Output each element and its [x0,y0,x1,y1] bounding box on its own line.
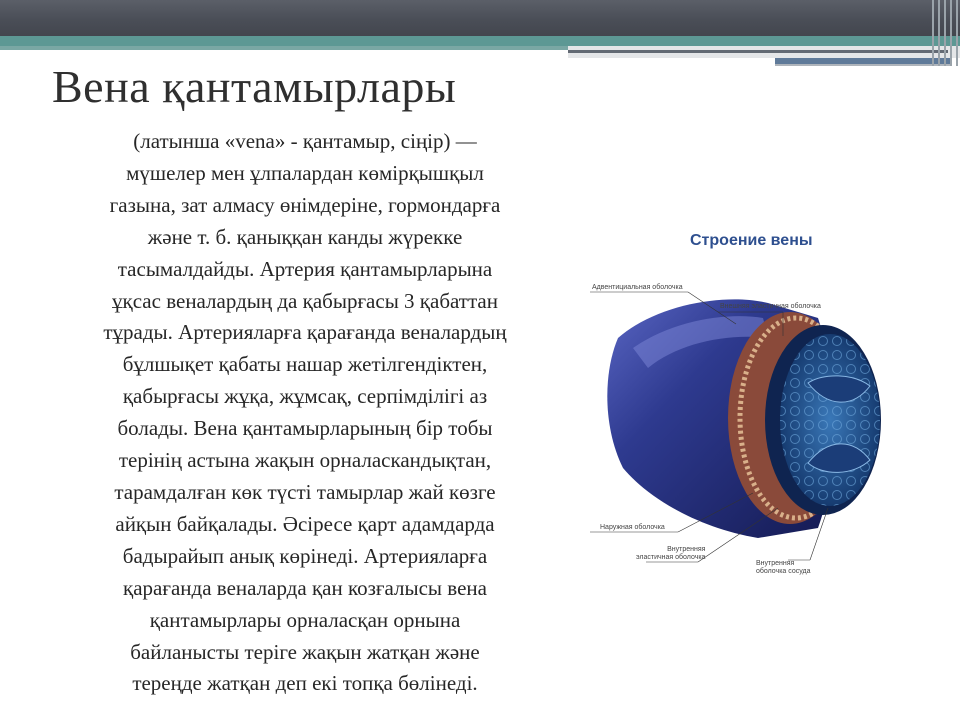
body-line: газына, зат алмасу өнімдеріне, гормондарға [109,192,501,217]
body-line: тарамдалған көк түсті тамырлар жай көзге [114,479,496,504]
slide-body-text [40,126,570,700]
vein-illustration [578,208,940,600]
body-line: тасымалдайды. Артерия қантамырларына [117,256,493,281]
label-inner-elastic: Внутренняя эластичная оболочка [636,546,706,561]
body-line: мүшелер мен ұлпалардан көмірқышқыл [126,160,484,185]
body-line: байланысты теріге жақын жатқан және [130,639,480,664]
header-right-line [568,50,948,53]
label-outer-elastic: Внешняя эластичная оболочка [720,303,821,310]
body-line: тереңде жатқан деп екі топқа бөлінеді. [132,671,478,696]
body-line: қабырғасы жұқа, жұмсақ, серпімділігі аз [122,384,488,409]
slide-title: Вена қантамырлары [52,61,457,112]
figure-title: Строение вены [690,232,813,249]
body-line: қантамырлары орналасқан орнына [149,607,461,632]
label-adventitial: Адвентициальная оболочка [592,284,683,291]
label-outer: Наружная оболочка [600,524,665,531]
body-line: бадырайып анық көрінеді. Артерияларға [122,543,488,568]
body-line: тұрады. Артерияларға қарағанда веналардың [103,320,507,345]
header-dark-bar [0,0,960,36]
body-line: және т. б. қаныққан канды жүрекке [147,224,463,249]
vein-structure-figure [578,208,940,600]
label-inner: Внутренняя оболочка сосуда [756,560,811,575]
body-line: қарағанда веналарда қан козғалысы вена [123,575,487,600]
body-line: айқын байқалады. Әсіресе қарт адамдарда [115,511,495,536]
vein-wall-texture [780,334,880,506]
body-line: ұқсас веналардың да қабырғасы 3 қабаттан [112,288,498,313]
header-teal-underline [0,46,568,50]
header-stripes [928,0,960,66]
header-right-thin-line [775,64,950,66]
body-line: терінің астына жақын орналаскандықтан, [118,448,492,473]
body-line: (латынша «vena» - қантамыр, сіңір) — [133,129,477,153]
body-line: бұлшықет қабаты нашар жетілгендіктен, [122,352,488,377]
body-line: болады. Вена қантамырларының бір тобы [117,416,493,441]
header-teal-bar [0,36,960,46]
